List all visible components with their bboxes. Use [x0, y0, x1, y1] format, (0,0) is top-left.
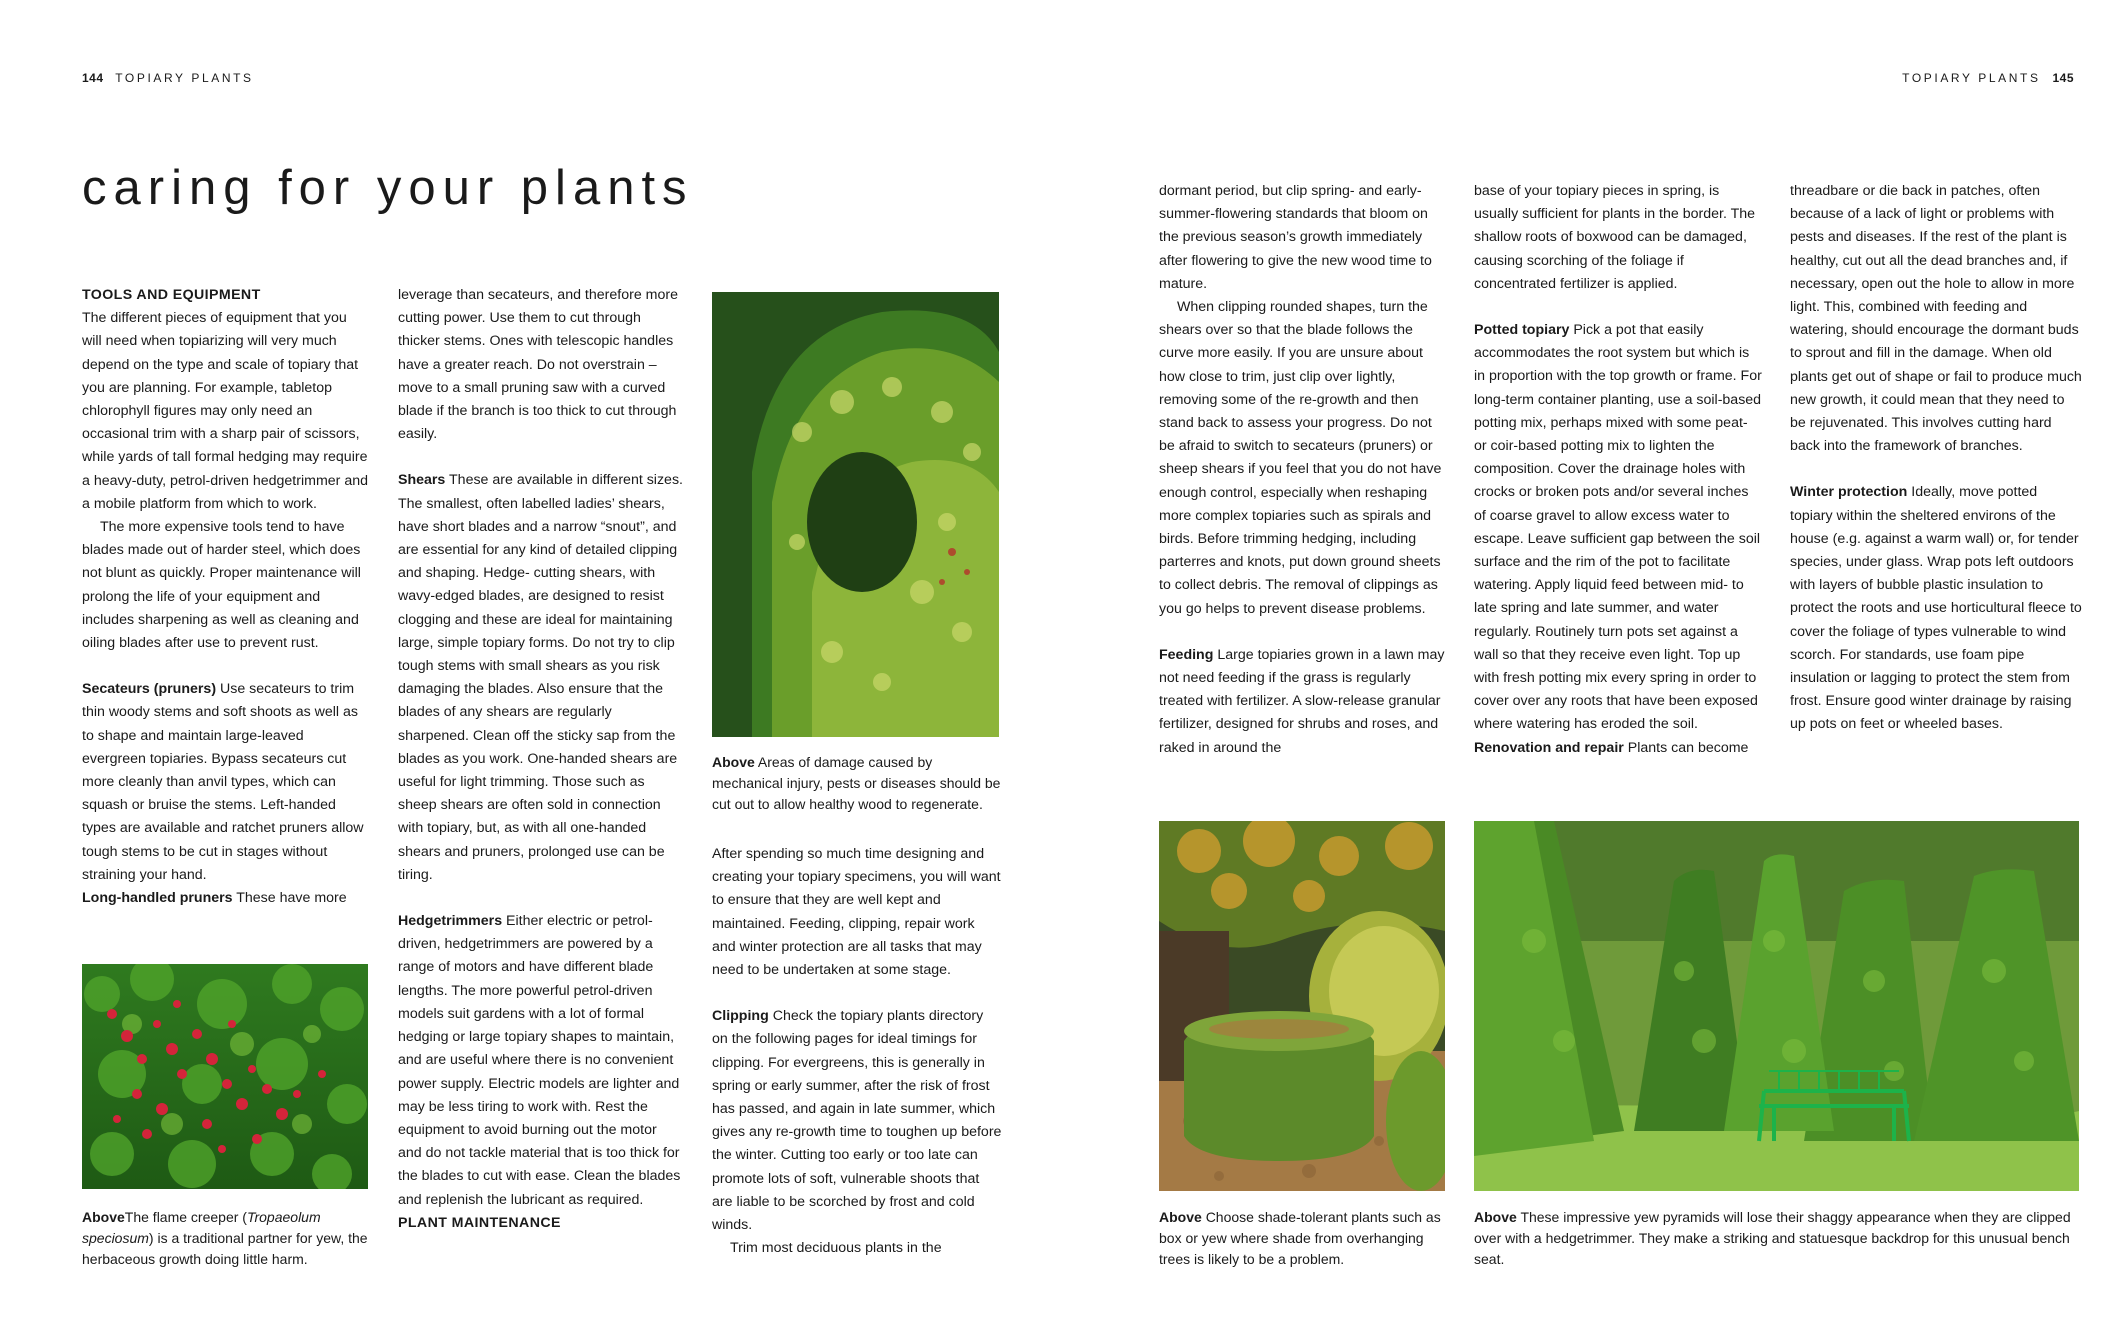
text-column-3 [712, 843, 1002, 1260]
section-heading-maintenance: PLANT MAINTENANCE [398, 1214, 561, 1231]
caption-flame-creeper [82, 1207, 368, 1270]
caption-text: Areas of damage caused by mechanical injury, pests or diseases should be cut out to allow healthy wood to regenerate. [712, 754, 1001, 812]
caption-lead: Above [82, 1209, 125, 1225]
paragraph-clipping [712, 1005, 1002, 1237]
paragraph-text: Pick a pot that easily accommodates the root system but which is in proportion with the top growth or frame. For long-term container planting, use a soil-based potting mix, perhaps mixed with some peat- or coir-based potting mix to lighten the composition. Cover the drainage holes with crocks or broken pots and/or several inches of coarse gravel to allow excess water to escape. Leave sufficient gap between the soil surface and the rim of the pot to facilitate watering. Apply liquid feed between mid- to late spring and late summer, and water regularly. Routinely turn pots set against a wall so that they receive even light. Top up with fresh potting mix every spring in order to cover over any roots that have been exposed where watering has eroded the soil. [1474, 322, 1762, 733]
right-page [1063, 0, 2126, 1332]
paragraph: base of your topiary pieces in spring, is usually sufficient for plants in the border. The shallow roots of boxwood can be damaged, causing scorching of the foliage if concentrated fertilizer is applied. [1474, 183, 1756, 292]
caption-shade-tolerant [1159, 1207, 1449, 1270]
caption-text: ) is a traditional partner for yew, the herbaceous growth doing little harm. [82, 1230, 368, 1267]
paragraph: dormant period, but clip spring- and early-summer-flowering standards that bloom on the previous season’s growth immediately after flowering to give the new wood time to mature. [1159, 183, 1432, 292]
photo-yew-damage [712, 292, 999, 737]
caption-yew-pyramids [1474, 1207, 2079, 1270]
paragraph-potted [1474, 319, 1764, 737]
paragraph: The more expensive tools tend to have blades made out of harder steel, which does not blunt as quickly. Proper maintenance will prolong the life of your equipment and includes sharpening as well as cleaning and oiling blades after use to prevent rust. [82, 519, 361, 652]
subheading-secateurs: Secateurs (pruners) [82, 681, 217, 698]
paragraph-text: Ideally, move potted topiary within the sheltered environs of the house (e.g. against a warm wall) or, for tender species, under glass. Wrap pots left outdoors with layers of bubble plastic insulation to protect the roots and use horticultural fleece to cover the foliage of types vulnerable to wind scorch. For standards, use foam pipe insulation or lagging to protect the stem from frost. Ensure good winter drainage by raising up pots on feet or wheeled bases. [1790, 484, 2082, 733]
caption-yew-damage [712, 752, 1002, 815]
subheading-renovation: Renovation and repair [1474, 739, 1624, 756]
caption-lead: Above [1474, 1209, 1517, 1225]
subheading-hedgetrimmers: Hedgetrimmers [398, 913, 503, 930]
paragraph-winter [1790, 481, 2082, 736]
paragraph-text: These are available in different sizes. The smallest, often labelled ladies’ shears, have short blades and a narrow “snout”, and are essential for any kind of detailed clipping and shaping. Hedge- cutting shears, with wavy-edged blades, are designed to resist clogging and these are ideal for maintaining large, simple topiary forms. Do not try to clip tough stems with small shears as you risk damaging the blades. Also ensure that the blades of any shears are regularly sharpened. Clean off the sticky sap from the blades as you work. One-handed shears are useful for light trimming. Those such as sheep shears are often sold in connection with topiary, but, as with all one-handed shears and pruners, prolonged use can be tiring. [398, 472, 683, 883]
paragraph-text: Either electric or petrol-driven, hedgetrimmers are powered by a range of motors and have different blade lengths. The more powerful petrol-driven models suit gardens with a lot of formal hedging or large topiary shapes to maintain, and are useful where there is no convenient power supply. Electric models are lighter and may be less tiring to work with. Rest the equipment to avoid burning out the motor and do not tackle material that is too thick for the blades to cut with ease. Clean the blades and replenish the lubricant as required. [398, 913, 681, 1208]
subheading-clipping: Clipping [712, 1008, 769, 1025]
subheading-shears: Shears [398, 472, 446, 489]
subheading-winter: Winter protection [1790, 484, 1908, 501]
caption-text: These impressive yew pyramids will lose their shaggy appearance when they are clipped over with a hedgetrimmer. They make a striking and statuesque backdrop for this unusual bench seat. [1474, 1209, 2071, 1267]
paragraph: After spending so much time designing and creating your topiary specimens, you will want to ensure that they are well kept and maintained. Feeding, clipping, repair work and winter protection are all tasks that may need to be undertaken at some stage. [712, 846, 1001, 979]
paragraph-pruners [82, 887, 368, 910]
photo-shade-tolerant [1159, 821, 1445, 1191]
page-number: 144 [82, 71, 104, 85]
subheading-feeding: Feeding [1159, 646, 1214, 663]
paragraph-text: Use secateurs to trim thin woody stems and soft shoots as well as to shape and maintain large-leaved evergreen topiaries. Bypass secateurs cut more cleanly than anvil types, which can squash or bruise the stems. Left-handed types are available and ratchet pruners allow tough stems to be cut in stages without straining your hand. [82, 681, 364, 883]
page-number: 145 [2052, 71, 2074, 85]
paragraph-renovation [1474, 737, 1764, 760]
running-head-right [1902, 71, 2074, 85]
paragraph-text: Check the topiary plants directory on the following pages for ideal timings for clipping. For evergreens, this is generally in spring or early summer, after the risk of frost has passed, and again in late summer, which gives any re-growth time to toughen up before the winter. Cutting too early or too late can promote lots of soft, vulnerable shoots that are liable to be scorched by frost and cold winds. [712, 1008, 1002, 1234]
paragraph: Trim most deciduous plants in the [730, 1240, 942, 1257]
photo-flame-creeper [82, 964, 368, 1189]
paragraph-text: These have more [236, 890, 347, 907]
paragraph-hedgetrimmers [398, 910, 684, 1212]
photo-yew-pyramids [1474, 821, 2079, 1191]
paragraph-shears [398, 469, 684, 887]
paragraph-text: Large topiaries grown in a lawn may not need feeding if the grass is regularly treated with fertilizer. A slow-release granular fertilizer, designed for shrubs and roses, and raked in around the [1159, 646, 1445, 756]
paragraph: When clipping rounded shapes, turn the shears over so that the blade follows the curve more easily. If you are unsure about how close to trim, just clip over lightly, removing some of the re-growth and then stand back to assess your progress. Do not be afraid to switch to secateurs (pruners) or sheep shears if you feel that you do not have enough control, especially when reshaping more complex topiaries such as spirals and birds. Before trimming hedging, including parterres and knots, put down ground sheets to collect debris. The removal of clippings as you go helps to prevent disease problems. [1159, 299, 1442, 617]
section-heading-tools: TOOLS AND EQUIPMENT [82, 287, 261, 303]
running-head-label: TOPIARY PLANTS [1902, 71, 2041, 85]
caption-lead: Above [712, 754, 755, 770]
paragraph: threadbare or die back in patches, often because of a lack of light or problems with pests and diseases. If the rest of the plant is healthy, cut out all the dead branches and, if necessary, open out the hole to allow in more light. This, combined with feeding and watering, should encourage the dormant buds to sprout and fill in the damage. When old plants get out of shape or fail to produce much new growth, it could mean that they need to be rejuvenated. This involves cutting hard back into the framework of branches. [1790, 183, 2082, 455]
text-column-5 [1474, 180, 1764, 760]
text-column-1 [82, 284, 368, 910]
paragraph: leverage than secateurs, and therefore more cutting power. Use them to cut through thicker stems. Ones with telescopic handles have a greater reach. Do not overstrain – move to a small pruning saw with a curved blade if the branch is too thick to cut through easily. [398, 287, 678, 443]
paragraph-text: Plants can become [1627, 739, 1749, 756]
text-column-4 [1159, 180, 1449, 760]
paragraph-feeding [1159, 644, 1449, 760]
running-head-left [82, 71, 254, 85]
caption-lead: Above [1159, 1209, 1202, 1225]
text-column-6 [1790, 180, 2082, 737]
paragraph: The different pieces of equipment that you will need when topiarizing will very much depend on the type and scale of topiary that you are planning. For example, tabletop chlorophyll figures may only need an occasional trim with a sharp pair of scissors, while yards of tall formal hedging may require a heavy-duty, petrol-driven hedgetrimmer and a mobile platform from which to work. [82, 310, 368, 512]
paragraph-secateurs [82, 678, 368, 887]
subheading-pruners: Long-handled pruners [82, 890, 233, 907]
caption-species: Tropaeolum speciosum [82, 1209, 321, 1246]
caption-text: Choose shade-tolerant plants such as box or yew where shade from overhanging trees is likely to be a problem. [1159, 1209, 1441, 1267]
page-title: caring for your plants [82, 161, 694, 215]
text-column-2 [398, 284, 684, 1235]
running-head-label: TOPIARY PLANTS [115, 71, 254, 85]
subheading-potted: Potted topiary [1474, 322, 1570, 339]
caption-text: The flame creeper ( [124, 1209, 247, 1225]
